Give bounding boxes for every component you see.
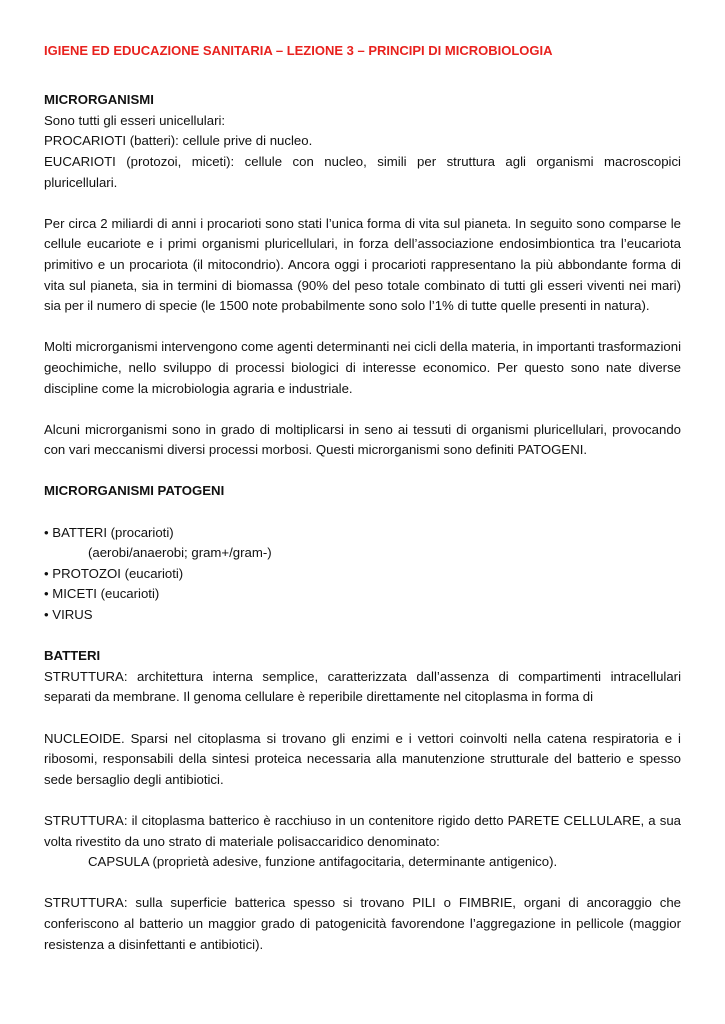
list-item: • VIRUS (44, 607, 93, 623)
document-page (44, 41, 681, 955)
heading-microrganismi: MICRORGANISMI (44, 92, 154, 108)
capsula-line: CAPSULA (proprietà adesive, funzione antifagocitaria, determinante antigenico). (88, 854, 558, 870)
list-item: • MICETI (eucarioti) (44, 586, 160, 602)
paragraph-cicli-materia: Molti microrganismi intervengono come agenti determinanti nei cicli della materia, in importanti trasformazioni geochimiche, nello sviluppo di processi biologici di interesse economico. Per questo sono nate diverse discipline come la microbiologia agraria e industriale. (44, 339, 681, 396)
document-title: IGIENE ED EDUCAZIONE SANITARIA – LEZIONE 3 – PRINCIPI DI MICROBIOLOGIA (44, 43, 553, 58)
struttura-1: STRUTTURA: architettura interna semplice, caratterizzata dall’assenza di compartimenti intracellulari separati da membrane. Il genoma cellulare è reperibile direttamente nel citoplasma in forma di (44, 668, 681, 705)
intro-line: Sono tutti gli esseri unicellulari: (44, 112, 226, 128)
struttura-parete: STRUTTURA: il citoplasma batterico è racchiuso in un contenitore rigido detto PARETE CELLULARE, a sua volta rivestito da uno strato di materiale polisaccaridico denominato: (44, 812, 681, 849)
struttura-nucleoide: NUCLEOIDE. Sparsi nel citoplasma si trovano gli enzimi e i vettori coinvolti nella catena respiratoria e i ribosomi, responsabili della sintesi proteica necessaria alla manutenzione strutturale del batterio e spesso sede bersaglio degli antibiotici. (44, 730, 681, 787)
procarioti-line: PROCARIOTI (batteri): cellule prive di nucleo. (44, 133, 313, 149)
list-item: • BATTERI (procarioti) (44, 524, 174, 540)
paragraph-patogeni: Alcuni microrganismi sono in grado di moltiplicarsi in seno ai tessuti di organismi pluricellulari, provocando con vari meccanismi diversi processi morbosi. Questi microrganismi sono definiti PATOGENI. (44, 421, 681, 458)
eucarioti-line: EUCARIOTI (protozoi, miceti): cellule con nucleo, simili per struttura agli organismi macroscopici pluricellulari. (44, 153, 681, 190)
heading-patogeni: MICRORGANISMI PATOGENI (44, 483, 225, 499)
heading-batteri: BATTERI (44, 648, 101, 664)
paragraph-procarioti-history: Per circa 2 miliardi di anni i procarioti sono stati l’unica forma di vita sul pianeta. In seguito sono comparse le cellule eucariote e i primi organismi pluricellulari, in forza dell’associazione endosimbiontica tra l’eucariota primitivo e un procariota (il mitocondrio). Ancora oggi i procarioti rappresentano la più abbondante forma di vita sul pianeta, sia in termini di biomassa (90% del peso totale combinato di tutti gli esseri viventi nei mari) sia per il numero di specie (le 1500 note probabilmente sono solo l’1% di tutte quelle presenti in natura). (44, 215, 681, 314)
struttura-pili: STRUTTURA: sulla superficie batterica spesso si trovano PILI o FIMBRIE, organi di ancoraggio che conferiscono al batterio un maggior grado di patogenicità favorendone l’aggregazione in pellicole (maggior resistenza a disinfettanti e antibiotici). (44, 895, 681, 952)
list-item-sub: (aerobi/anaerobi; gram+/gram-) (88, 545, 272, 561)
list-item: • PROTOZOI (eucarioti) (44, 565, 184, 581)
